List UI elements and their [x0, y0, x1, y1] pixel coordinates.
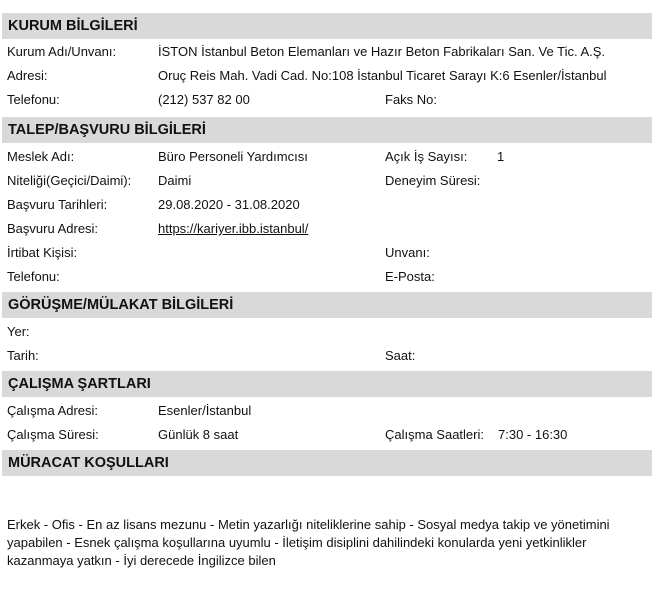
section-header-talep: TALEP/BAŞVURU BİLGİLERİ — [2, 117, 652, 143]
label-calisma-adres: Çalışma Adresi: — [7, 403, 99, 418]
value-kurum-adi: İSTON İstanbul Beton Elemanları ve Hazır Beton Fabrikaları San. Ve Tic. A.Ş. — [158, 44, 606, 59]
section-header-kurum: KURUM BİLGİLERİ — [2, 13, 652, 39]
label-gorusme-tarih: Tarih: — [7, 348, 39, 363]
label-saat: Saat: — [385, 348, 416, 363]
label-kurum-adres: Adresi: — [7, 68, 48, 83]
row-irtibat — [0, 241, 656, 265]
row-calisma-adres — [0, 399, 656, 423]
row-kurum-adres — [0, 64, 656, 88]
label-faks: Faks No: — [385, 92, 438, 107]
value-calisma-saatleri: 7:30 - 16:30 — [498, 427, 568, 442]
label-niteligi: Niteliği(Geçici/Daimi): — [7, 173, 132, 188]
row-gorusme-tarih — [0, 344, 656, 368]
section-header-calisma: ÇALIŞMA ŞARTLARI — [2, 371, 652, 397]
section-header-muracat: MÜRACAT KOŞULLARI — [2, 450, 652, 476]
label-calisma-sure: Çalışma Süresi: — [7, 427, 99, 442]
row-yer — [0, 320, 656, 344]
label-eposta: E-Posta: — [385, 269, 435, 284]
label-unvani: Unvanı: — [385, 245, 430, 260]
row-basvuru-adres — [0, 217, 656, 241]
label-yer: Yer: — [7, 324, 30, 339]
value-calisma-adres: Esenler/İstanbul — [158, 403, 252, 418]
label-talep-telefon: Telefonu: — [7, 269, 60, 284]
value-basvuru-tarih: 29.08.2020 - 31.08.2020 — [158, 197, 300, 212]
row-basvuru-tarih — [0, 193, 656, 217]
label-deneyim: Deneyim Süresi: — [385, 173, 481, 188]
value-acik-is: 1 — [497, 149, 505, 164]
label-acik-is: Açık İş Sayısı: — [385, 149, 468, 164]
label-irtibat: İrtibat Kişisi: — [7, 245, 78, 260]
value-kurum-adres: Oruç Reis Mah. Vadi Cad. No:108 İstanbul Ticaret Sarayı K:6 Esenler/İstanbul — [158, 68, 607, 83]
muracat-conditions-text: Erkek - Ofis - En az lisans mezunu - Metin yazarlığı niteliklerine sahip - Sosyal medya takip ve yönetimini yapabilen - Esnek çalışma koşullarına uyumlu - İletişim disiplini dahilindeki konularda yeni yetkinlikler kazanmaya yatkın - İyi derecede İngilizce bilen — [7, 517, 610, 568]
label-kurum-adi: Kurum Adı/Unvanı: — [7, 44, 117, 59]
value-kurum-telefon: (212) 537 82 00 — [158, 92, 250, 107]
value-niteligi: Daimi — [158, 173, 192, 188]
row-niteligi — [0, 169, 656, 193]
row-calisma-sure — [0, 423, 656, 447]
label-basvuru-adres: Başvuru Adresi: — [7, 221, 99, 236]
section-header-gorusme: GÖRÜŞME/MÜLAKAT BİLGİLERİ — [2, 292, 652, 318]
row-kurum-adi — [0, 40, 656, 64]
row-kurum-telefon — [0, 88, 656, 112]
value-meslek: Büro Personeli Yardımcısı — [158, 149, 308, 164]
value-calisma-sure: Günlük 8 saat — [158, 427, 239, 442]
label-basvuru-tarih: Başvuru Tarihleri: — [7, 197, 108, 212]
label-meslek: Meslek Adı: — [7, 149, 75, 164]
basvuru-adres-link[interactable]: https://kariyer.ibb.istanbul/ — [158, 221, 309, 236]
row-talep-telefon — [0, 265, 656, 289]
label-calisma-saatleri: Çalışma Saatleri: — [385, 427, 484, 442]
label-kurum-telefon: Telefonu: — [7, 92, 60, 107]
row-meslek — [0, 145, 656, 169]
